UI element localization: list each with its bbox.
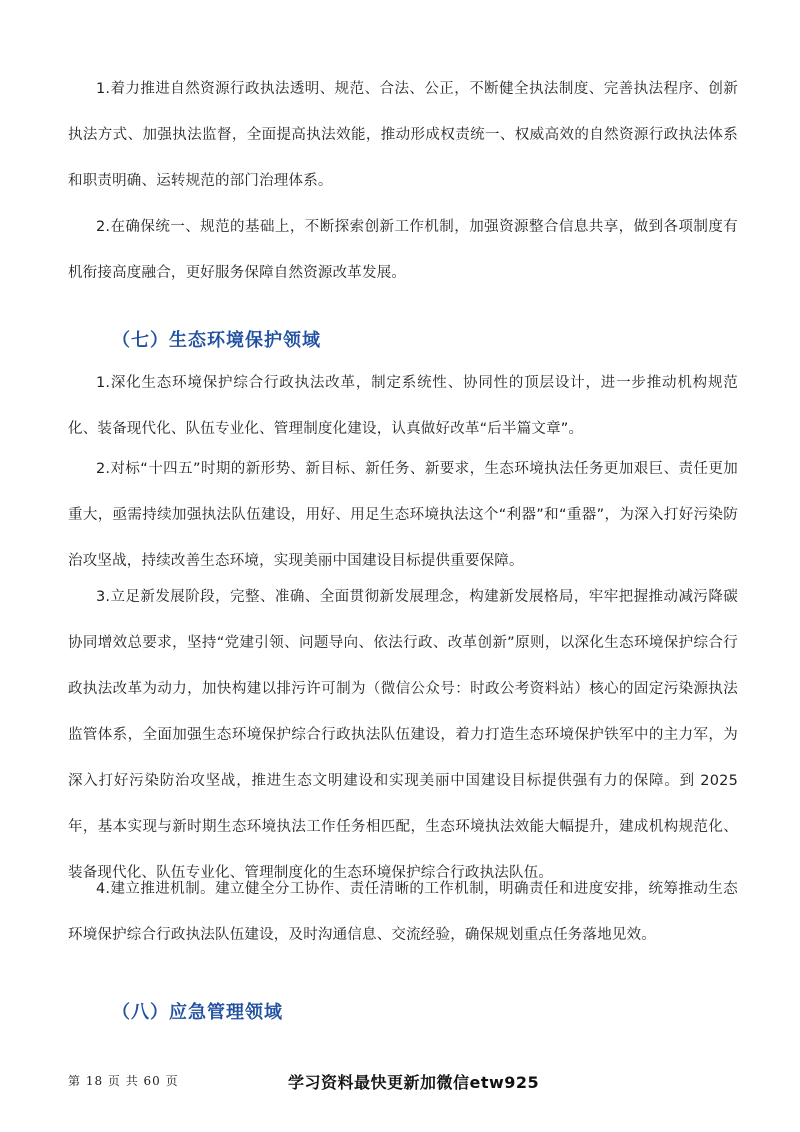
paragraph-2: 2.在确保统一、规范的基础上，不断探索创新工作机制，加强资源整合信息共享，做到各项制度有机衔接高度融合，更好服务保障自然资源改革发展。 xyxy=(68,219,738,281)
section-heading-7: （七）生态环境保护领域 xyxy=(112,330,321,351)
page-number: 第 18 页 共 60 页 xyxy=(68,1074,179,1088)
paragraph-1: 1.着力推进自然资源行政执法透明、规范、合法、公正，不断健全执法制度、完善执法程序、创新执法方式、加强执法监督，全面提高执法效能，推动形成权责统一、权威高效的自然资源行政执法体系和职责明确、运转规范的部门治理体系。 xyxy=(68,81,738,189)
section7-paragraph-2: 2.对标“十四五”时期的新形势、新目标、新任务、新要求，生态环境执法任务更加艰巨、责任更加重大，亟需持续加强执法队伍建设，用好、用足生态环境执法这个“利器”和“重器”，为深入打好污染防治攻坚战，持续改善生态环境，实现美丽中国建设目标提供重要保障。 xyxy=(68,461,738,569)
section-heading-8: （八）应急管理领域 xyxy=(112,1002,283,1023)
section7-paragraph-1: 1.深化生态环境保护综合行政执法改革，制定系统性、协同性的顶层设计，进一步推动机构规范化、装备现代化、队伍专业化、管理制度化建设，认真做好改革“后半篇文章”。 xyxy=(68,375,738,437)
section7-paragraph-3: 3.立足新发展阶段，完整、准确、全面贯彻新发展理念，构建新发展格局，牢牢把握推动减污降碳协同增效总要求，坚持“党建引领、问题导向、依法行政、改革创新”原则，以深化生态环境保护综合行政执法改革为动力，加快构建以排污许可制为（微信公众号：时政公考资料站）核心的固定污染源执法监管体系，全面加强生态环境保护综合行政执法队伍建设，着力打造生态环境保护铁军中的主力军，为深入打好污染防治攻坚战，推进生态文明建设和实现美丽中国建设目标提供强有力的保障。到 2025 年，基本实现与新时期生态环境执法工作任务相匹配，生态环境执法效能大幅提升，建成机构规范化、装备现代化、队伍专业化、管理制度化的生态环境保护综合行政执法队伍。 xyxy=(68,589,738,881)
footer-promo-text: 学习资料最快更新加微信etw925 xyxy=(288,1073,540,1092)
section7-paragraph-4: 4.建立推进机制。建立健全分工协作、责任清晰的工作机制，明确责任和进度安排，统筹推动生态环境保护综合行政执法队伍建设，及时沟通信息、交流经验，确保规划重点任务落地见效。 xyxy=(68,881,738,943)
